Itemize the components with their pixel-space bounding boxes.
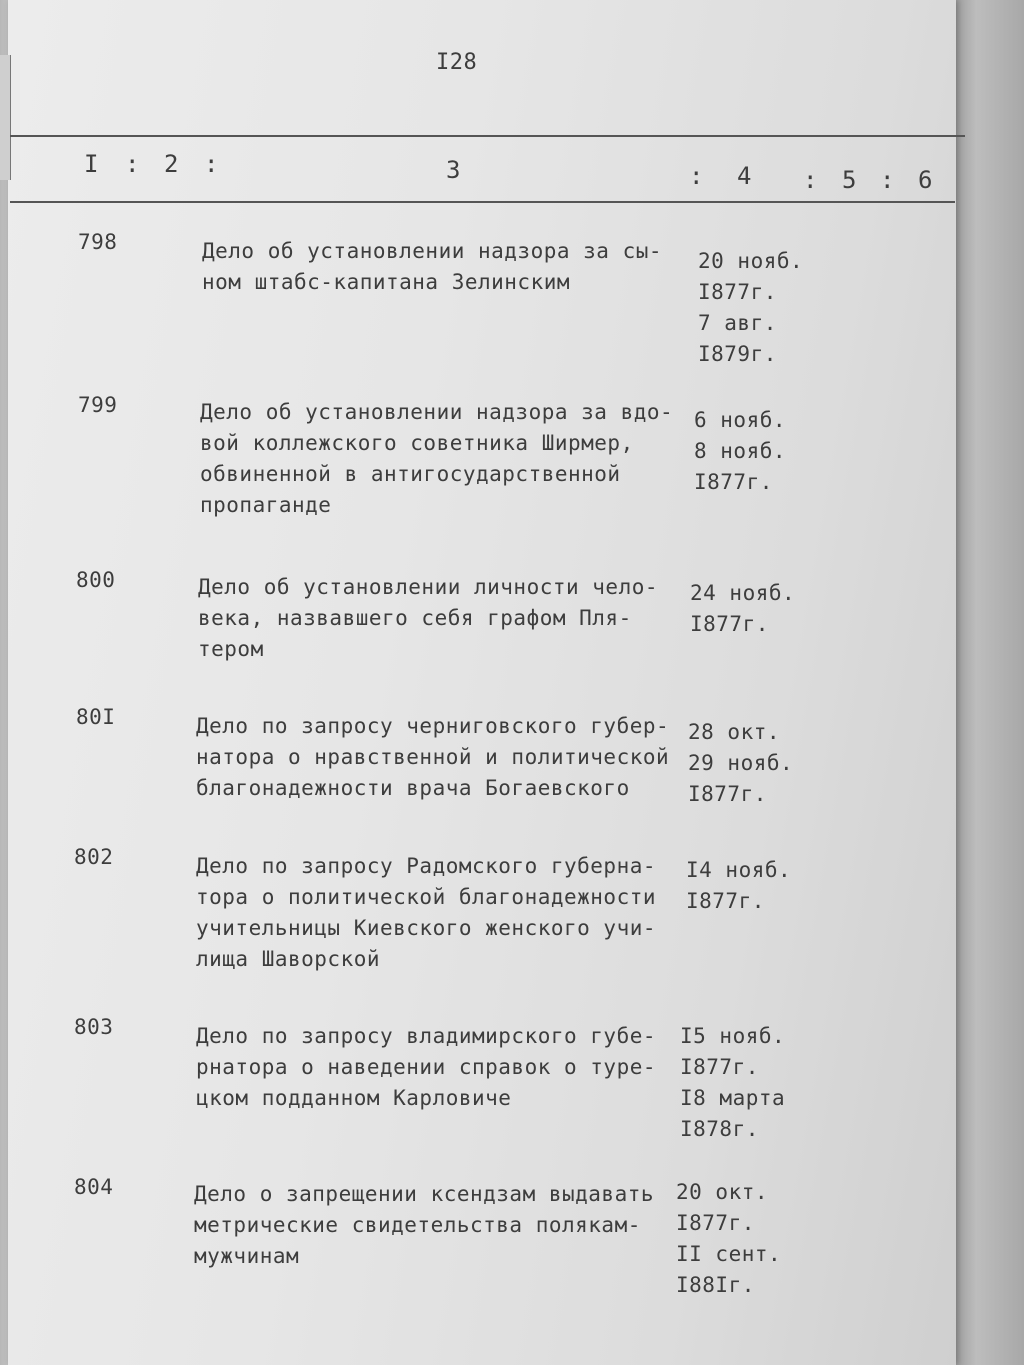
date-line: I877г. (688, 782, 767, 806)
row-number: 800 (76, 568, 116, 592)
title-line: метрические свидетельства полякам- (194, 1213, 641, 1237)
row-number: 803 (74, 1015, 114, 1039)
row-dates (688, 717, 818, 810)
document-sheet (8, 0, 956, 1365)
column-6-header: 6 (918, 166, 933, 194)
title-line: пропаганде (200, 493, 332, 517)
date-line: I5 нояб. (680, 1024, 786, 1048)
row-title (198, 572, 688, 665)
title-line: Дело по запросу Радомского губерна- (196, 854, 657, 878)
date-line: I877г. (680, 1055, 759, 1079)
title-line: вой коллежского советника Ширмер, (200, 431, 634, 455)
date-line: I8 марта (680, 1086, 786, 1110)
title-line: натора о нравственной и политической (196, 745, 670, 769)
date-line: I879г. (698, 342, 777, 366)
row-title (200, 397, 690, 521)
row-title (196, 851, 686, 975)
date-line: I877г. (698, 280, 777, 304)
date-line: I877г. (690, 612, 769, 636)
title-line: ном штабс-капитана Зелинским (202, 270, 571, 294)
column-3-header: 3 (446, 156, 461, 184)
row-dates (698, 246, 828, 370)
row-number: 799 (78, 393, 118, 417)
row-dates (680, 1021, 810, 1145)
title-line: Дело о запрещении ксендзам выдавать (194, 1182, 655, 1206)
title-line: рнатора о наведении справок о туре- (196, 1055, 657, 1079)
title-line: Дело об установлении личности чело- (198, 575, 659, 599)
row-dates (676, 1177, 806, 1301)
row-number: 80I (76, 705, 116, 729)
title-line: благонадежности врача Богаевского (196, 776, 630, 800)
title-line: Дело об установлении надзора за вдо- (200, 400, 674, 424)
column-separator: : (689, 162, 704, 190)
title-line: Дело по запросу владимирского губе- (196, 1024, 657, 1048)
row-title (194, 1179, 684, 1272)
date-line: 20 нояб. (698, 249, 804, 273)
date-line: 6 нояб. (694, 408, 787, 432)
row-number: 804 (74, 1175, 114, 1199)
page-number: I28 (436, 50, 478, 75)
row-number: 798 (78, 230, 118, 254)
date-line: I877г. (686, 889, 765, 913)
date-line: II сент. (676, 1242, 782, 1266)
date-line: I4 нояб. (686, 858, 792, 882)
date-line: I88Iг. (676, 1273, 755, 1297)
row-title (196, 711, 686, 804)
header-rule-bottom (10, 201, 955, 203)
row-dates (690, 578, 820, 640)
title-line: лища Шаворской (196, 947, 381, 971)
column-2-header: 2 (164, 150, 179, 178)
date-line: I877г. (676, 1211, 755, 1235)
date-line: 29 нояб. (688, 751, 794, 775)
title-line: тером (198, 637, 264, 661)
title-line: учительницы Киевского женского учи- (196, 916, 657, 940)
column-1-header: I (84, 150, 99, 178)
date-line: 7 авг. (698, 311, 777, 335)
date-line: 24 нояб. (690, 581, 796, 605)
row-number: 802 (74, 845, 114, 869)
column-separator: : (803, 166, 818, 194)
title-line: мужчинам (194, 1244, 300, 1268)
title-line: тора о политической благонадежности (196, 885, 657, 909)
date-line: 20 окт. (676, 1180, 769, 1204)
title-line: цком подданном Карловиче (196, 1086, 512, 1110)
binding-strip (0, 55, 11, 180)
title-line: Дело об установлении надзора за сы- (202, 239, 663, 263)
title-line: Дело по запросу черниговского губер- (196, 714, 670, 738)
row-dates (686, 855, 816, 917)
column-separator: : (880, 166, 895, 194)
header-rule-top (10, 135, 965, 137)
date-line: 28 окт. (688, 720, 781, 744)
date-line: I878г. (680, 1117, 759, 1141)
title-line: обвиненной в антигосударственной (200, 462, 621, 486)
column-4-header: 4 (737, 162, 752, 190)
row-dates (694, 405, 824, 498)
row-title (202, 236, 692, 298)
column-separator: : (204, 150, 219, 178)
title-line: века, назвавшего себя графом Пля- (198, 606, 632, 630)
date-line: I877г. (694, 470, 773, 494)
column-separator: : (125, 150, 140, 178)
underlying-sheet-edge (956, 0, 1024, 1365)
column-5-header: 5 (842, 166, 857, 194)
row-title (196, 1021, 686, 1114)
date-line: 8 нояб. (694, 439, 787, 463)
